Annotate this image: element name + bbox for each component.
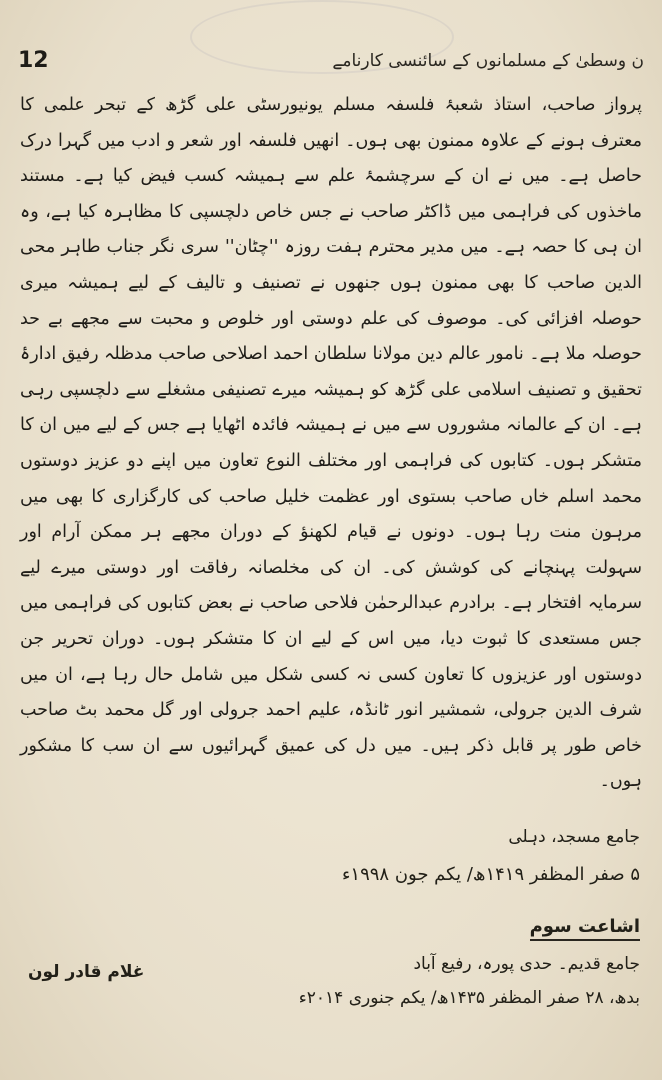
signoff-block bbox=[22, 818, 640, 894]
paragraph-text: پرواز صاحب، استاذ شعبۂ فلسفہ مسلم یونیورسٹی علی گڑھ کے تبحر علمی کا معترف ہونے کے علاوہ ممنون بھی ہوں۔ انھیں فلسفہ اور شعر و ادب میں گہرا درک حاصل ہے۔ میں نے ان کے سرچشمۂ علم سے ہمیشہ کسب فیض کیا ہے۔ مستند ماخذوں کی فراہمی میں ڈاکٹر صاحب نے جس خاص دلچسپی کا مظاہرہ کیا ہے، وہ ان ہی کا حصہ ہے۔ میں مدیر محترم ہفت روزہ ''چٹان'' سری نگر جناب طاہر محی الدین صاحب کا بھی ممنون ہوں جنھوں نے تصنیف و تالیف کے لیے ہمیشہ میری حوصلہ افزائی کی۔ موصوف کی علم دوستی اور خلوص و محبت سے مجھے بے حد حوصلہ ملا ہے۔ نامور عالم دین مولانا سلطان احمد اصلاحی صاحب مدظلہ رفیق ادارۂ تحقیق و تصنیف اسلامی علی گڑھ کو ہمیشہ میرے تصنیفی مشغلے سے دلچسپی رہی ہے۔ ان کے عالمانہ مشوروں سے میں نے ہمیشہ فائدہ اٹھایا ہے جس کے لیے میں ان کا متشکر ہوں۔ کتابوں کی فراہمی اور مختلف النوع تعاون میں اپنے دو عزیز دوستوں محمد اسلم خاں صاحب بستوی اور عظمت خلیل صاحب کی کارگزاری کا بھی میں مرہون منت رہا ہوں۔ دونوں نے قیام لکھنؤ کے دوران مجھے ہر ممکن آرام اور سہولت پہنچانے کی کوشش کی۔ ان کی مخلصانہ رفاقت اور دوستی میرے لیے سرمایہ افتخار ہے۔ برادرم عبدالرحمٰن فلاحی صاحب نے بعض کتابوں کی فراہمی میں جس مستعدی کا ثبوت دیا، میں اس کے لیے ان کا متشکر ہوں۔ دوران تحریر جن دوستوں اور عزیزوں کا تعاون کسی نہ کسی شکل میں شامل حال رہا ہے، ان میں شرف الدین جرولی، شمشیر انور ٹانڈہ، علیم احمد جرولی اور گل محمد بٹ صاحب خاص طور پر قابل ذکر ہیں۔ میں دل کی عمیق گہرائیوں سے ان سب کا مشکور ہوں۔ bbox=[20, 95, 642, 792]
edition-title: اشاعت سوم bbox=[530, 916, 640, 941]
page-number: 12 bbox=[18, 47, 49, 73]
page-header bbox=[18, 40, 644, 80]
running-title: ن وسطیٰ کے مسلمانوں کے سائنسی کارنامے bbox=[332, 50, 644, 71]
author-name: غلام قادر لون bbox=[28, 962, 145, 982]
signoff-date: ۵ صفر المظفر ۱۴۱۹ھ/ یکم جون ۱۹۹۸ء bbox=[341, 864, 640, 885]
body-paragraph bbox=[20, 88, 642, 800]
signoff-place: جامع مسجد، دہلی bbox=[508, 827, 640, 847]
edition-address: جامع قدیم۔ حدی پورہ، رفیع آباد bbox=[413, 954, 640, 974]
edition-date: بدھ، ۲۸ صفر المظفر ۱۴۳۵ھ/ یکم جنوری ۲۰۱۴ء bbox=[298, 988, 640, 1008]
